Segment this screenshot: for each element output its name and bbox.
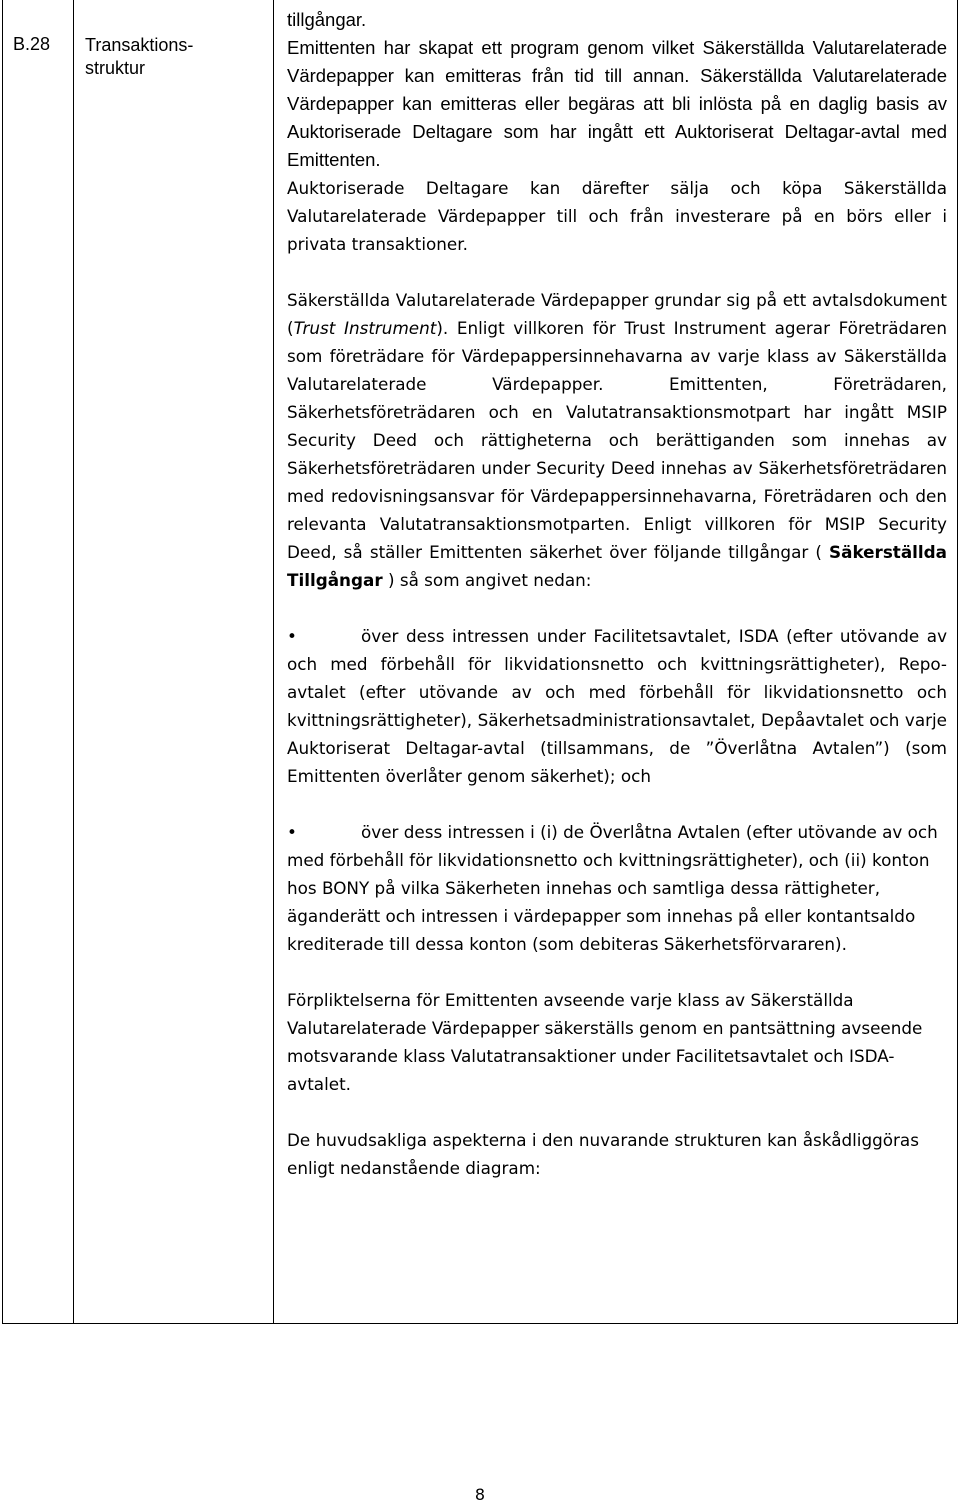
row-title-line: Transaktions-: [85, 35, 194, 55]
column-divider: [73, 0, 74, 1323]
bullet-text: över dess intressen i (i) de Överlåtna Avtalen (efter utövande av och med förbehåll för likvidationsnetto och kvittningsrättigheter), och (ii) konton hos BONY på vilka Säkerheten innehas och samtliga dessa rättigheter, äganderätt och intressen i värdepapper som innehas på eller kontantsaldo krediterade till dessa konton (som debiteras Säkerhetsförvararen).: [287, 822, 938, 954]
row-content: [287, 6, 947, 1182]
paragraph-diagram-intro: De huvudsakliga aspekterna i den nuvarande strukturen kan åskådliggöras enligt nedanstående diagram:: [287, 1130, 919, 1178]
row-number: B.28: [13, 34, 51, 54]
text-run: ). Enligt villkoren för Trust Instrument agerar Företrädaren som företrädare för Värdepappersinnehavarna av varje klass av Säkerställda Valutarelaterade Värdepapper. Emittenten, Företrädaren, Säkerhetsföreträdaren och en Valutatransaktionsmotpart har ingått MSIP Security Deed och rättigheterna och berättiganden som innehas av Säkerhetsföreträdaren under Security Deed innehas av Säkerhetsföreträdaren med redovisningsansvar för Värdepappersinnehavarna, Företrädaren och den relevanta Valutatransaktionsmotparten. Enligt villkoren för MSIP Security Deed, så ställer Emittenten säkerhet över följande tillgångar (: [287, 318, 947, 562]
bullet-icon: •: [287, 822, 297, 842]
bullet-text: över dess intressen under Facilitetsavtalet, ISDA (efter utövande av och med förbehåll för likvidationsnetto och kvittningsrättigheter), Repo-avtalet (efter utövande av och med förbehåll för likvidationsnetto och kvittningsrättigheter), Säkerhetsadministrationsavtalet, Depåavtalet och varje Auktoriserat Deltagar-avtal (tillsammans, de ”Överlåtna Avtalen”) (som Emittenten överlåter genom säkerhet); och: [287, 626, 947, 786]
paragraph-tail: tillgångar.: [287, 9, 367, 30]
paragraph-participants: Auktoriserade Deltagare kan därefter sälja och köpa Säkerställda Valutarelaterade Värdepapper till och från investerare på en börs eller i privata transaktioner.: [287, 178, 947, 254]
text-run: ) så som angivet nedan:: [382, 570, 592, 590]
column-divider: [273, 0, 274, 1323]
bullet-item: [287, 818, 947, 958]
bold-term: Säkerställda Tillgångar: [287, 542, 947, 590]
text-run: Säkerställda Valutarelaterade Värdepapper grundar sig på ett avtalsdokument (: [287, 290, 947, 338]
bullet-item: [287, 622, 947, 790]
paragraph-trust-instrument: [287, 286, 947, 594]
italic-term: Trust Instrument: [293, 318, 437, 338]
page-number: 8: [474, 1485, 486, 1504]
row-title-line: struktur: [85, 58, 146, 78]
bullet-icon: •: [287, 626, 297, 646]
paragraph-program: Emittenten har skapat ett program genom vilket Säkerställda Valutarelaterade Värdepapper kan emitteras från tid till annan. Säkerställda Valutarelaterade Värdepapper kan emitteras eller begäras att bli inlösta på en daglig basis av Auktoriserade Deltagare som har ingått ett Auktoriserat Deltagar-avtal med Emittenten.: [287, 37, 947, 170]
row-title: [85, 34, 265, 80]
paragraph-obligations: Förpliktelserna för Emittenten avseende varje klass av Säkerställda Valutarelaterade Värdepapper säkerställs genom en pantsättning avseende motsvarande klass Valutatransaktioner under Facilitetsavtalet och ISDA-avtalet.: [287, 990, 923, 1094]
